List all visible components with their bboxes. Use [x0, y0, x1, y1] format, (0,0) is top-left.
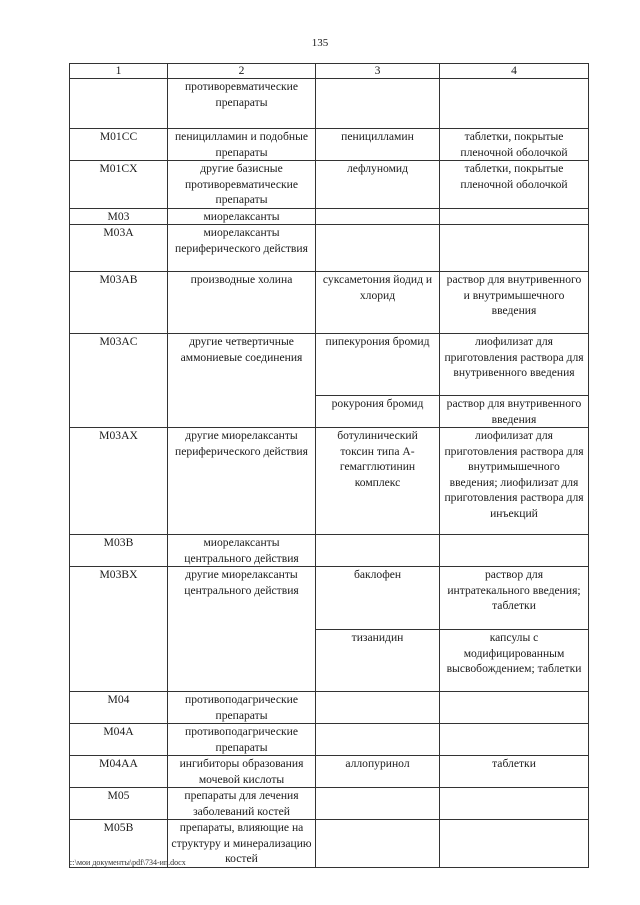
- table-row: [70, 272, 589, 334]
- group-name-cell: производные холина: [168, 272, 316, 334]
- table-row: [70, 334, 589, 396]
- group-name-cell: ингибиторы образования мочевой кислоты: [168, 756, 316, 788]
- atc-code-cell: M01CX: [70, 161, 168, 209]
- table-row: [70, 756, 589, 788]
- atc-code-cell: M05: [70, 788, 168, 820]
- atc-code-cell: [70, 79, 168, 129]
- group-name-cell: миорелаксанты центрального действия: [168, 535, 316, 567]
- table-row: [70, 692, 589, 724]
- column-header: 3: [316, 64, 440, 79]
- atc-code-cell: M03BX: [70, 567, 168, 692]
- table-row: [70, 208, 589, 225]
- dosage-form-cell: раствор для внутривенного и внутримышечного введения: [440, 272, 589, 334]
- drug-name-cell: пипекурония бромид: [316, 334, 440, 396]
- drug-name-cell: [316, 535, 440, 567]
- atc-code-cell: M03AX: [70, 428, 168, 535]
- table-row: [70, 428, 589, 535]
- drug-name-cell: [316, 208, 440, 225]
- page-number: 135: [311, 37, 329, 49]
- header-row: [70, 64, 589, 79]
- group-name-cell: противоподагрические препараты: [168, 724, 316, 756]
- column-header: 1: [70, 64, 168, 79]
- table-row: [70, 724, 589, 756]
- table-row: [70, 225, 589, 272]
- atc-code-cell: M03: [70, 208, 168, 225]
- table-row: [70, 129, 589, 161]
- group-name-cell: другие миорелаксанты центрального действия: [168, 567, 316, 692]
- column-header: 2: [168, 64, 316, 79]
- dosage-form-cell: [440, 724, 589, 756]
- drug-name-cell: [316, 724, 440, 756]
- file-path-footer: c:\мои документы\pdf\734-ип.docx: [69, 858, 186, 867]
- atc-code-cell: M03AC: [70, 334, 168, 428]
- atc-code-cell: M04: [70, 692, 168, 724]
- atc-code-cell: M04A: [70, 724, 168, 756]
- atc-code-cell: M03AB: [70, 272, 168, 334]
- drug-name-cell: баклофен: [316, 567, 440, 630]
- table-row: [70, 161, 589, 209]
- dosage-form-cell: таблетки, покрытые пленочной оболочкой: [440, 161, 589, 209]
- dosage-form-cell: лиофилизат для приготовления раствора для внутривенного введения: [440, 334, 589, 396]
- group-name-cell: пеницилламин и подобные препараты: [168, 129, 316, 161]
- group-name-cell: другие миорелаксанты периферического действия: [168, 428, 316, 535]
- column-header: 4: [440, 64, 589, 79]
- atc-code-cell: M03A: [70, 225, 168, 272]
- dosage-form-cell: [440, 208, 589, 225]
- drug-name-cell: тизанидин: [316, 630, 440, 692]
- atc-code-cell: M04AA: [70, 756, 168, 788]
- drug-name-cell: [316, 788, 440, 820]
- dosage-form-cell: таблетки: [440, 756, 589, 788]
- dosage-form-cell: лиофилизат для приготовления раствора для внутримышечного введения; лиофилизат для приготовления раствора для инъекций: [440, 428, 589, 535]
- dosage-form-cell: [440, 692, 589, 724]
- group-name-cell: другие четвертичные аммониевые соединения: [168, 334, 316, 428]
- group-name-cell: противоревматические препараты: [168, 79, 316, 129]
- atc-code-cell: M05B: [70, 820, 168, 868]
- group-name-cell: другие базисные противоревматические препараты: [168, 161, 316, 209]
- drug-name-cell: лефлуномид: [316, 161, 440, 209]
- dosage-form-cell: раствор для внутривенного введения: [440, 396, 589, 428]
- drug-name-cell: суксаметония йодид и хлорид: [316, 272, 440, 334]
- drug-classification-table: [69, 63, 589, 868]
- group-name-cell: противоподагрические препараты: [168, 692, 316, 724]
- drug-name-cell: пеницилламин: [316, 129, 440, 161]
- drug-name-cell: [316, 79, 440, 129]
- table-row: [70, 535, 589, 567]
- table-row: [70, 79, 589, 129]
- dosage-form-cell: [440, 820, 589, 868]
- table-row: [70, 567, 589, 630]
- drug-name-cell: аллопуринол: [316, 756, 440, 788]
- drug-name-cell: [316, 692, 440, 724]
- drug-name-cell: [316, 820, 440, 868]
- group-name-cell: препараты, влияющие на структуру и минерализацию костей: [168, 820, 316, 868]
- dosage-form-cell: [440, 535, 589, 567]
- group-name-cell: миорелаксанты: [168, 208, 316, 225]
- table-row: [70, 788, 589, 820]
- dosage-form-cell: [440, 79, 589, 129]
- dosage-form-cell: [440, 225, 589, 272]
- group-name-cell: препараты для лечения заболеваний костей: [168, 788, 316, 820]
- dosage-form-cell: капсулы с модифицированным высвобождением; таблетки: [440, 630, 589, 692]
- dosage-form-cell: раствор для интратекального введения; таблетки: [440, 567, 589, 630]
- dosage-form-cell: [440, 788, 589, 820]
- atc-code-cell: M01CC: [70, 129, 168, 161]
- drug-name-cell: ботулинический токсин типа A-гемагглютинин комплекс: [316, 428, 440, 535]
- atc-code-cell: M03B: [70, 535, 168, 567]
- dosage-form-cell: таблетки, покрытые пленочной оболочкой: [440, 129, 589, 161]
- group-name-cell: миорелаксанты периферического действия: [168, 225, 316, 272]
- drug-name-cell: рокурония бромид: [316, 396, 440, 428]
- drug-name-cell: [316, 225, 440, 272]
